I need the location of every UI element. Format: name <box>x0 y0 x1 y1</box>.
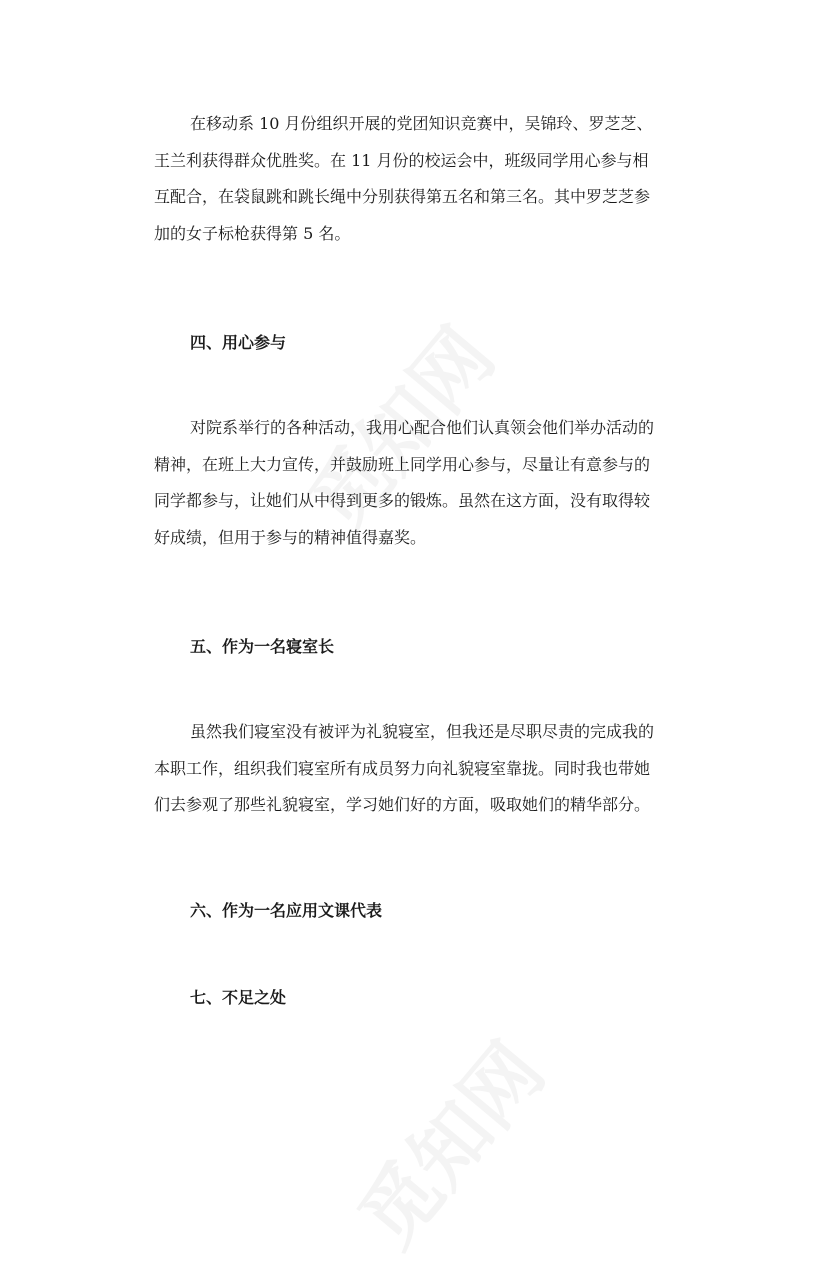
paragraph-awards <box>154 106 682 252</box>
section-heading-5: 五、作为一名寝室长 <box>190 637 335 656</box>
paragraph-line: 好成绩，但用于参与的精神值得嘉奖。 <box>154 527 427 547</box>
paragraph-line: 对院系举行的各种活动，我用心配合他们认真领会他们举办活动的 <box>190 418 655 437</box>
paragraph-line: 虽然我们寝室没有被评为礼貌寝室，但我还是尽职尽责的完成我的 <box>190 722 655 741</box>
paragraph-line: 同学都参与，让她们从中得到更多的锻炼。虽然在这方面，没有取得较 <box>154 491 651 510</box>
paragraph-participation <box>154 410 682 556</box>
section-heading-6: 六、作为一名应用文课代表 <box>190 901 383 920</box>
paragraph-line: 在移动系 10 月份组织开展的党团知识竞赛中，吴锦玲、罗芝芝、 <box>190 114 653 133</box>
paragraph-dorm <box>154 714 682 824</box>
paragraph-line: 们去参观了那些礼貌寝室，学习她们好的方面，吸取她们的精华部分。 <box>154 795 651 814</box>
section-heading-4: 四、用心参与 <box>190 333 287 352</box>
paragraph-line: 本职工作，组织我们寝室所有成员努力向礼貌寝室靠拢。同时我也带她 <box>154 758 651 778</box>
paragraph-line: 加的女子标枪获得第 5 名。 <box>154 223 351 243</box>
paragraph-line: 精神，在班上大力宣传，并鼓励班上同学用心参与，尽量让有意参与的 <box>154 454 651 474</box>
watermark-bottom <box>329 1015 565 1266</box>
paragraph-line: 互配合，在袋鼠跳和跳长绳中分别获得第五名和第三名。其中罗芝芝参 <box>154 187 651 206</box>
paragraph-line: 王兰利获得群众优胜奖。在 11 月份的校运会中，班级同学用心参与相 <box>154 150 649 170</box>
section-heading-7: 七、不足之处 <box>190 988 287 1007</box>
